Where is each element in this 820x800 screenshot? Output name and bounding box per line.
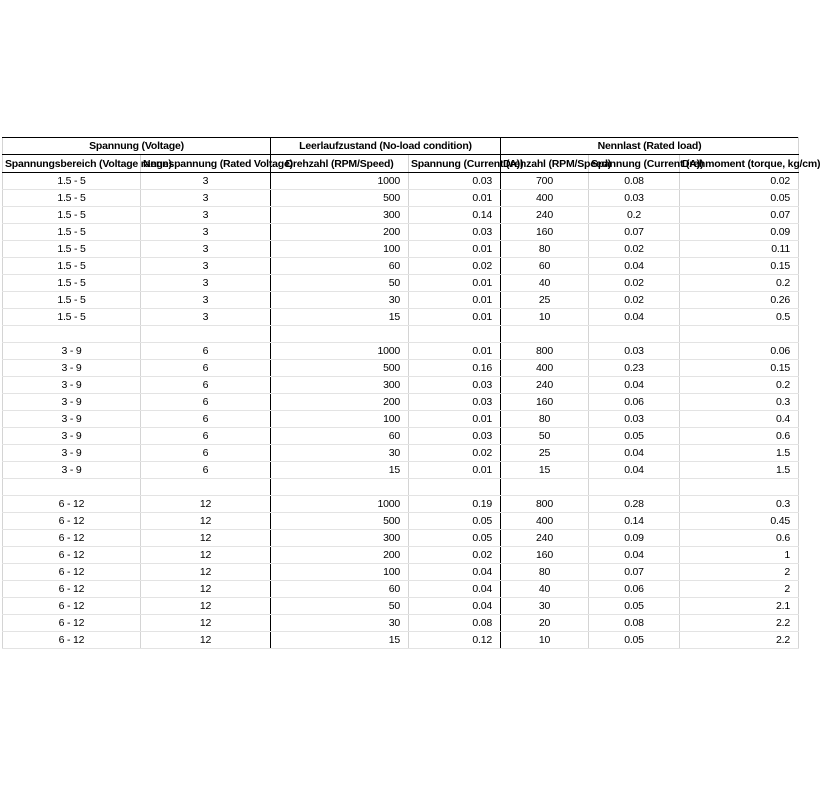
cell-torque: 0.09: [680, 224, 799, 241]
cell-rated-voltage: 12: [141, 598, 271, 615]
empty-cell: [680, 479, 799, 496]
cell-torque: 2: [680, 581, 799, 598]
cell-rated-current: 0.02: [589, 275, 680, 292]
cell-no-load-current: 0.01: [409, 343, 501, 360]
table-row: [3, 377, 799, 394]
cell-no-load-rpm: 50: [271, 598, 409, 615]
motor-spec-table: [2, 137, 820, 649]
cell-voltage-range: 3 - 9: [3, 428, 141, 445]
cell-no-load-rpm: 15: [271, 309, 409, 326]
spacer-row: [3, 479, 799, 496]
cell-rated-current: 0.09: [589, 530, 680, 547]
cell-rated-current: 0.05: [589, 632, 680, 649]
empty-cell: [501, 479, 589, 496]
cell-no-load-rpm: 500: [271, 360, 409, 377]
table-row: [3, 360, 799, 377]
cell-voltage-range: 1.5 - 5: [3, 190, 141, 207]
cell-rated-current: 0.28: [589, 496, 680, 513]
cell-rated-rpm: 160: [501, 394, 589, 411]
cell-voltage-range: 1.5 - 5: [3, 309, 141, 326]
cell-rated-voltage: 3: [141, 275, 271, 292]
table-body: [3, 173, 799, 649]
table-row: [3, 173, 799, 190]
cell-rated-rpm: 160: [501, 547, 589, 564]
cell-rated-voltage: 3: [141, 207, 271, 224]
cell-rated-voltage: 3: [141, 224, 271, 241]
cell-rated-current: 0.04: [589, 258, 680, 275]
cell-rated-rpm: 80: [501, 241, 589, 258]
cell-no-load-current: 0.05: [409, 513, 501, 530]
cell-rated-voltage: 6: [141, 462, 271, 479]
cell-rated-rpm: 800: [501, 496, 589, 513]
cell-no-load-current: 0.04: [409, 581, 501, 598]
cell-no-load-rpm: 60: [271, 258, 409, 275]
cell-no-load-current: 0.04: [409, 598, 501, 615]
empty-cell: [501, 326, 589, 343]
cell-no-load-rpm: 60: [271, 428, 409, 445]
cell-rated-voltage: 3: [141, 190, 271, 207]
cell-rated-voltage: 6: [141, 445, 271, 462]
cell-rated-voltage: 12: [141, 547, 271, 564]
cell-no-load-rpm: 200: [271, 547, 409, 564]
cell-torque: 0.05: [680, 190, 799, 207]
cell-no-load-current: 0.02: [409, 445, 501, 462]
empty-cell: [589, 479, 680, 496]
cell-no-load-current: 0.01: [409, 309, 501, 326]
cell-torque: 0.15: [680, 360, 799, 377]
col-header-torque: Drehmoment (torque, kg/cm): [680, 155, 799, 173]
table-row: [3, 292, 799, 309]
cell-rated-rpm: 15: [501, 462, 589, 479]
cell-rated-current: 0.05: [589, 428, 680, 445]
cell-rated-current: 0.07: [589, 564, 680, 581]
cell-torque: 0.06: [680, 343, 799, 360]
cell-no-load-rpm: 100: [271, 411, 409, 428]
cell-no-load-rpm: 1000: [271, 496, 409, 513]
cell-rated-rpm: 10: [501, 632, 589, 649]
cell-no-load-current: 0.19: [409, 496, 501, 513]
cell-rated-voltage: 12: [141, 581, 271, 598]
cell-no-load-current: 0.01: [409, 190, 501, 207]
cell-rated-current: 0.06: [589, 394, 680, 411]
cell-no-load-current: 0.03: [409, 394, 501, 411]
cell-no-load-current: 0.08: [409, 615, 501, 632]
cell-voltage-range: 1.5 - 5: [3, 241, 141, 258]
column-header-row: [3, 155, 799, 173]
cell-rated-rpm: 60: [501, 258, 589, 275]
table-row: [3, 581, 799, 598]
cell-rated-voltage: 3: [141, 258, 271, 275]
cell-torque: 0.3: [680, 496, 799, 513]
cell-no-load-current: 0.16: [409, 360, 501, 377]
cell-rated-rpm: 400: [501, 360, 589, 377]
col-header-rated-current: Spannung (Current (A)): [589, 155, 680, 173]
cell-rated-current: 0.23: [589, 360, 680, 377]
cell-rated-voltage: 6: [141, 360, 271, 377]
cell-no-load-current: 0.01: [409, 411, 501, 428]
table-row: [3, 632, 799, 649]
cell-rated-rpm: 25: [501, 445, 589, 462]
cell-rated-voltage: 6: [141, 343, 271, 360]
cell-rated-current: 0.08: [589, 615, 680, 632]
cell-no-load-rpm: 30: [271, 615, 409, 632]
cell-torque: 0.6: [680, 428, 799, 445]
col-header-no-load-current: Spannung (Current (A)): [409, 155, 501, 173]
table-row: [3, 445, 799, 462]
cell-rated-current: 0.05: [589, 598, 680, 615]
cell-rated-rpm: 25: [501, 292, 589, 309]
cell-voltage-range: 6 - 12: [3, 632, 141, 649]
group-header-no-load: Leerlaufzustand (No-load condition): [271, 138, 501, 155]
table-row: [3, 513, 799, 530]
cell-torque: 1.5: [680, 462, 799, 479]
cell-no-load-rpm: 300: [271, 207, 409, 224]
cell-no-load-rpm: 100: [271, 241, 409, 258]
table-row: [3, 275, 799, 292]
empty-cell: [271, 479, 409, 496]
cell-no-load-rpm: 200: [271, 394, 409, 411]
cell-torque: 1: [680, 547, 799, 564]
cell-torque: 0.5: [680, 309, 799, 326]
cell-torque: 1.5: [680, 445, 799, 462]
cell-no-load-current: 0.01: [409, 292, 501, 309]
cell-torque: 0.2: [680, 377, 799, 394]
cell-voltage-range: 6 - 12: [3, 598, 141, 615]
cell-voltage-range: 3 - 9: [3, 411, 141, 428]
empty-cell: [409, 326, 501, 343]
cell-rated-current: 0.2: [589, 207, 680, 224]
table-row: [3, 258, 799, 275]
table-row: [3, 394, 799, 411]
cell-no-load-rpm: 100: [271, 564, 409, 581]
cell-rated-current: 0.03: [589, 343, 680, 360]
cell-no-load-rpm: 1000: [271, 173, 409, 190]
empty-cell: [141, 479, 271, 496]
cell-no-load-current: 0.01: [409, 241, 501, 258]
cell-rated-current: 0.03: [589, 190, 680, 207]
table-row: [3, 564, 799, 581]
cell-torque: 2.2: [680, 615, 799, 632]
table-row: [3, 598, 799, 615]
cell-rated-current: 0.14: [589, 513, 680, 530]
cell-no-load-rpm: 1000: [271, 343, 409, 360]
cell-no-load-rpm: 60: [271, 581, 409, 598]
cell-no-load-rpm: 30: [271, 445, 409, 462]
col-header-voltage-range: Spannungsbereich (Voltage range): [3, 155, 141, 173]
cell-rated-rpm: 10: [501, 309, 589, 326]
cell-voltage-range: 1.5 - 5: [3, 275, 141, 292]
cell-rated-voltage: 12: [141, 632, 271, 649]
cell-no-load-rpm: 300: [271, 377, 409, 394]
table-row: [3, 428, 799, 445]
cell-no-load-rpm: 50: [271, 275, 409, 292]
cell-voltage-range: 1.5 - 5: [3, 173, 141, 190]
table-row: [3, 530, 799, 547]
cell-rated-rpm: 30: [501, 598, 589, 615]
cell-rated-voltage: 3: [141, 292, 271, 309]
table-row: [3, 309, 799, 326]
cell-rated-voltage: 12: [141, 564, 271, 581]
cell-torque: 0.6: [680, 530, 799, 547]
cell-rated-rpm: 50: [501, 428, 589, 445]
cell-voltage-range: 1.5 - 5: [3, 207, 141, 224]
table-row: [3, 462, 799, 479]
cell-rated-voltage: 12: [141, 615, 271, 632]
cell-rated-current: 0.02: [589, 292, 680, 309]
cell-no-load-current: 0.03: [409, 173, 501, 190]
cell-rated-rpm: 240: [501, 207, 589, 224]
cell-voltage-range: 6 - 12: [3, 581, 141, 598]
cell-no-load-current: 0.03: [409, 428, 501, 445]
cell-voltage-range: 6 - 12: [3, 615, 141, 632]
cell-torque: 0.2: [680, 275, 799, 292]
cell-torque: 0.02: [680, 173, 799, 190]
table-row: [3, 411, 799, 428]
cell-rated-current: 0.03: [589, 411, 680, 428]
cell-voltage-range: 6 - 12: [3, 564, 141, 581]
table-row: [3, 241, 799, 258]
cell-voltage-range: 6 - 12: [3, 513, 141, 530]
cell-voltage-range: 3 - 9: [3, 343, 141, 360]
cell-rated-current: 0.04: [589, 309, 680, 326]
cell-voltage-range: 3 - 9: [3, 377, 141, 394]
group-header-row: [3, 138, 799, 155]
table-row: [3, 207, 799, 224]
table-row: [3, 496, 799, 513]
cell-rated-current: 0.02: [589, 241, 680, 258]
cell-rated-rpm: 400: [501, 513, 589, 530]
cell-voltage-range: 3 - 9: [3, 445, 141, 462]
cell-torque: 2.1: [680, 598, 799, 615]
cell-rated-voltage: 6: [141, 428, 271, 445]
empty-cell: [589, 326, 680, 343]
cell-no-load-rpm: 500: [271, 513, 409, 530]
empty-cell: [680, 326, 799, 343]
cell-no-load-rpm: 15: [271, 632, 409, 649]
cell-rated-rpm: 20: [501, 615, 589, 632]
cell-no-load-rpm: 30: [271, 292, 409, 309]
cell-voltage-range: 3 - 9: [3, 360, 141, 377]
cell-torque: 0.11: [680, 241, 799, 258]
cell-no-load-current: 0.04: [409, 564, 501, 581]
cell-no-load-rpm: 15: [271, 462, 409, 479]
cell-rated-voltage: 12: [141, 530, 271, 547]
cell-rated-rpm: 80: [501, 411, 589, 428]
table-row: [3, 547, 799, 564]
cell-torque: 2.2: [680, 632, 799, 649]
cell-rated-voltage: 3: [141, 173, 271, 190]
spacer-row: [3, 326, 799, 343]
cell-voltage-range: 1.5 - 5: [3, 224, 141, 241]
cell-rated-voltage: 3: [141, 309, 271, 326]
cell-rated-rpm: 700: [501, 173, 589, 190]
cell-torque: 0.15: [680, 258, 799, 275]
col-header-rated-voltage: Nennspannung (Rated Voltage): [141, 155, 271, 173]
cell-rated-voltage: 6: [141, 394, 271, 411]
table-row: [3, 190, 799, 207]
cell-rated-voltage: 3: [141, 241, 271, 258]
cell-rated-rpm: 400: [501, 190, 589, 207]
empty-cell: [3, 479, 141, 496]
cell-no-load-current: 0.02: [409, 258, 501, 275]
cell-torque: 0.4: [680, 411, 799, 428]
cell-rated-rpm: 80: [501, 564, 589, 581]
cell-rated-voltage: 6: [141, 411, 271, 428]
cell-voltage-range: 6 - 12: [3, 547, 141, 564]
cell-rated-voltage: 12: [141, 496, 271, 513]
cell-torque: 2: [680, 564, 799, 581]
cell-torque: 0.07: [680, 207, 799, 224]
cell-rated-rpm: 240: [501, 530, 589, 547]
cell-torque: 0.45: [680, 513, 799, 530]
cell-rated-rpm: 160: [501, 224, 589, 241]
cell-rated-current: 0.08: [589, 173, 680, 190]
cell-no-load-rpm: 500: [271, 190, 409, 207]
empty-cell: [3, 326, 141, 343]
col-header-rated-rpm: Drehzahl (RPM/Speed): [501, 155, 589, 173]
cell-voltage-range: 1.5 - 5: [3, 292, 141, 309]
cell-rated-rpm: 800: [501, 343, 589, 360]
table-row: [3, 343, 799, 360]
cell-rated-current: 0.04: [589, 445, 680, 462]
cell-rated-current: 0.04: [589, 547, 680, 564]
cell-rated-voltage: 6: [141, 377, 271, 394]
cell-rated-current: 0.06: [589, 581, 680, 598]
cell-rated-current: 0.04: [589, 462, 680, 479]
empty-cell: [271, 326, 409, 343]
cell-no-load-current: 0.01: [409, 275, 501, 292]
empty-cell: [409, 479, 501, 496]
cell-rated-current: 0.07: [589, 224, 680, 241]
group-header-rated-load: Nennlast (Rated load): [501, 138, 799, 155]
cell-no-load-rpm: 300: [271, 530, 409, 547]
group-header-voltage: Spannung (Voltage): [3, 138, 271, 155]
cell-voltage-range: 1.5 - 5: [3, 258, 141, 275]
cell-rated-rpm: 40: [501, 275, 589, 292]
cell-voltage-range: 6 - 12: [3, 530, 141, 547]
cell-rated-voltage: 12: [141, 513, 271, 530]
cell-no-load-current: 0.14: [409, 207, 501, 224]
cell-rated-rpm: 240: [501, 377, 589, 394]
cell-no-load-current: 0.01: [409, 462, 501, 479]
cell-voltage-range: 3 - 9: [3, 462, 141, 479]
cell-torque: 0.3: [680, 394, 799, 411]
cell-no-load-rpm: 200: [271, 224, 409, 241]
cell-no-load-current: 0.05: [409, 530, 501, 547]
empty-cell: [141, 326, 271, 343]
cell-no-load-current: 0.12: [409, 632, 501, 649]
cell-no-load-current: 0.03: [409, 377, 501, 394]
cell-voltage-range: 3 - 9: [3, 394, 141, 411]
table-row: [3, 224, 799, 241]
cell-rated-rpm: 40: [501, 581, 589, 598]
cell-no-load-current: 0.03: [409, 224, 501, 241]
cell-no-load-current: 0.02: [409, 547, 501, 564]
col-header-no-load-rpm: Drehzahl (RPM/Speed): [271, 155, 409, 173]
cell-rated-current: 0.04: [589, 377, 680, 394]
table-row: [3, 615, 799, 632]
cell-voltage-range: 6 - 12: [3, 496, 141, 513]
cell-torque: 0.26: [680, 292, 799, 309]
